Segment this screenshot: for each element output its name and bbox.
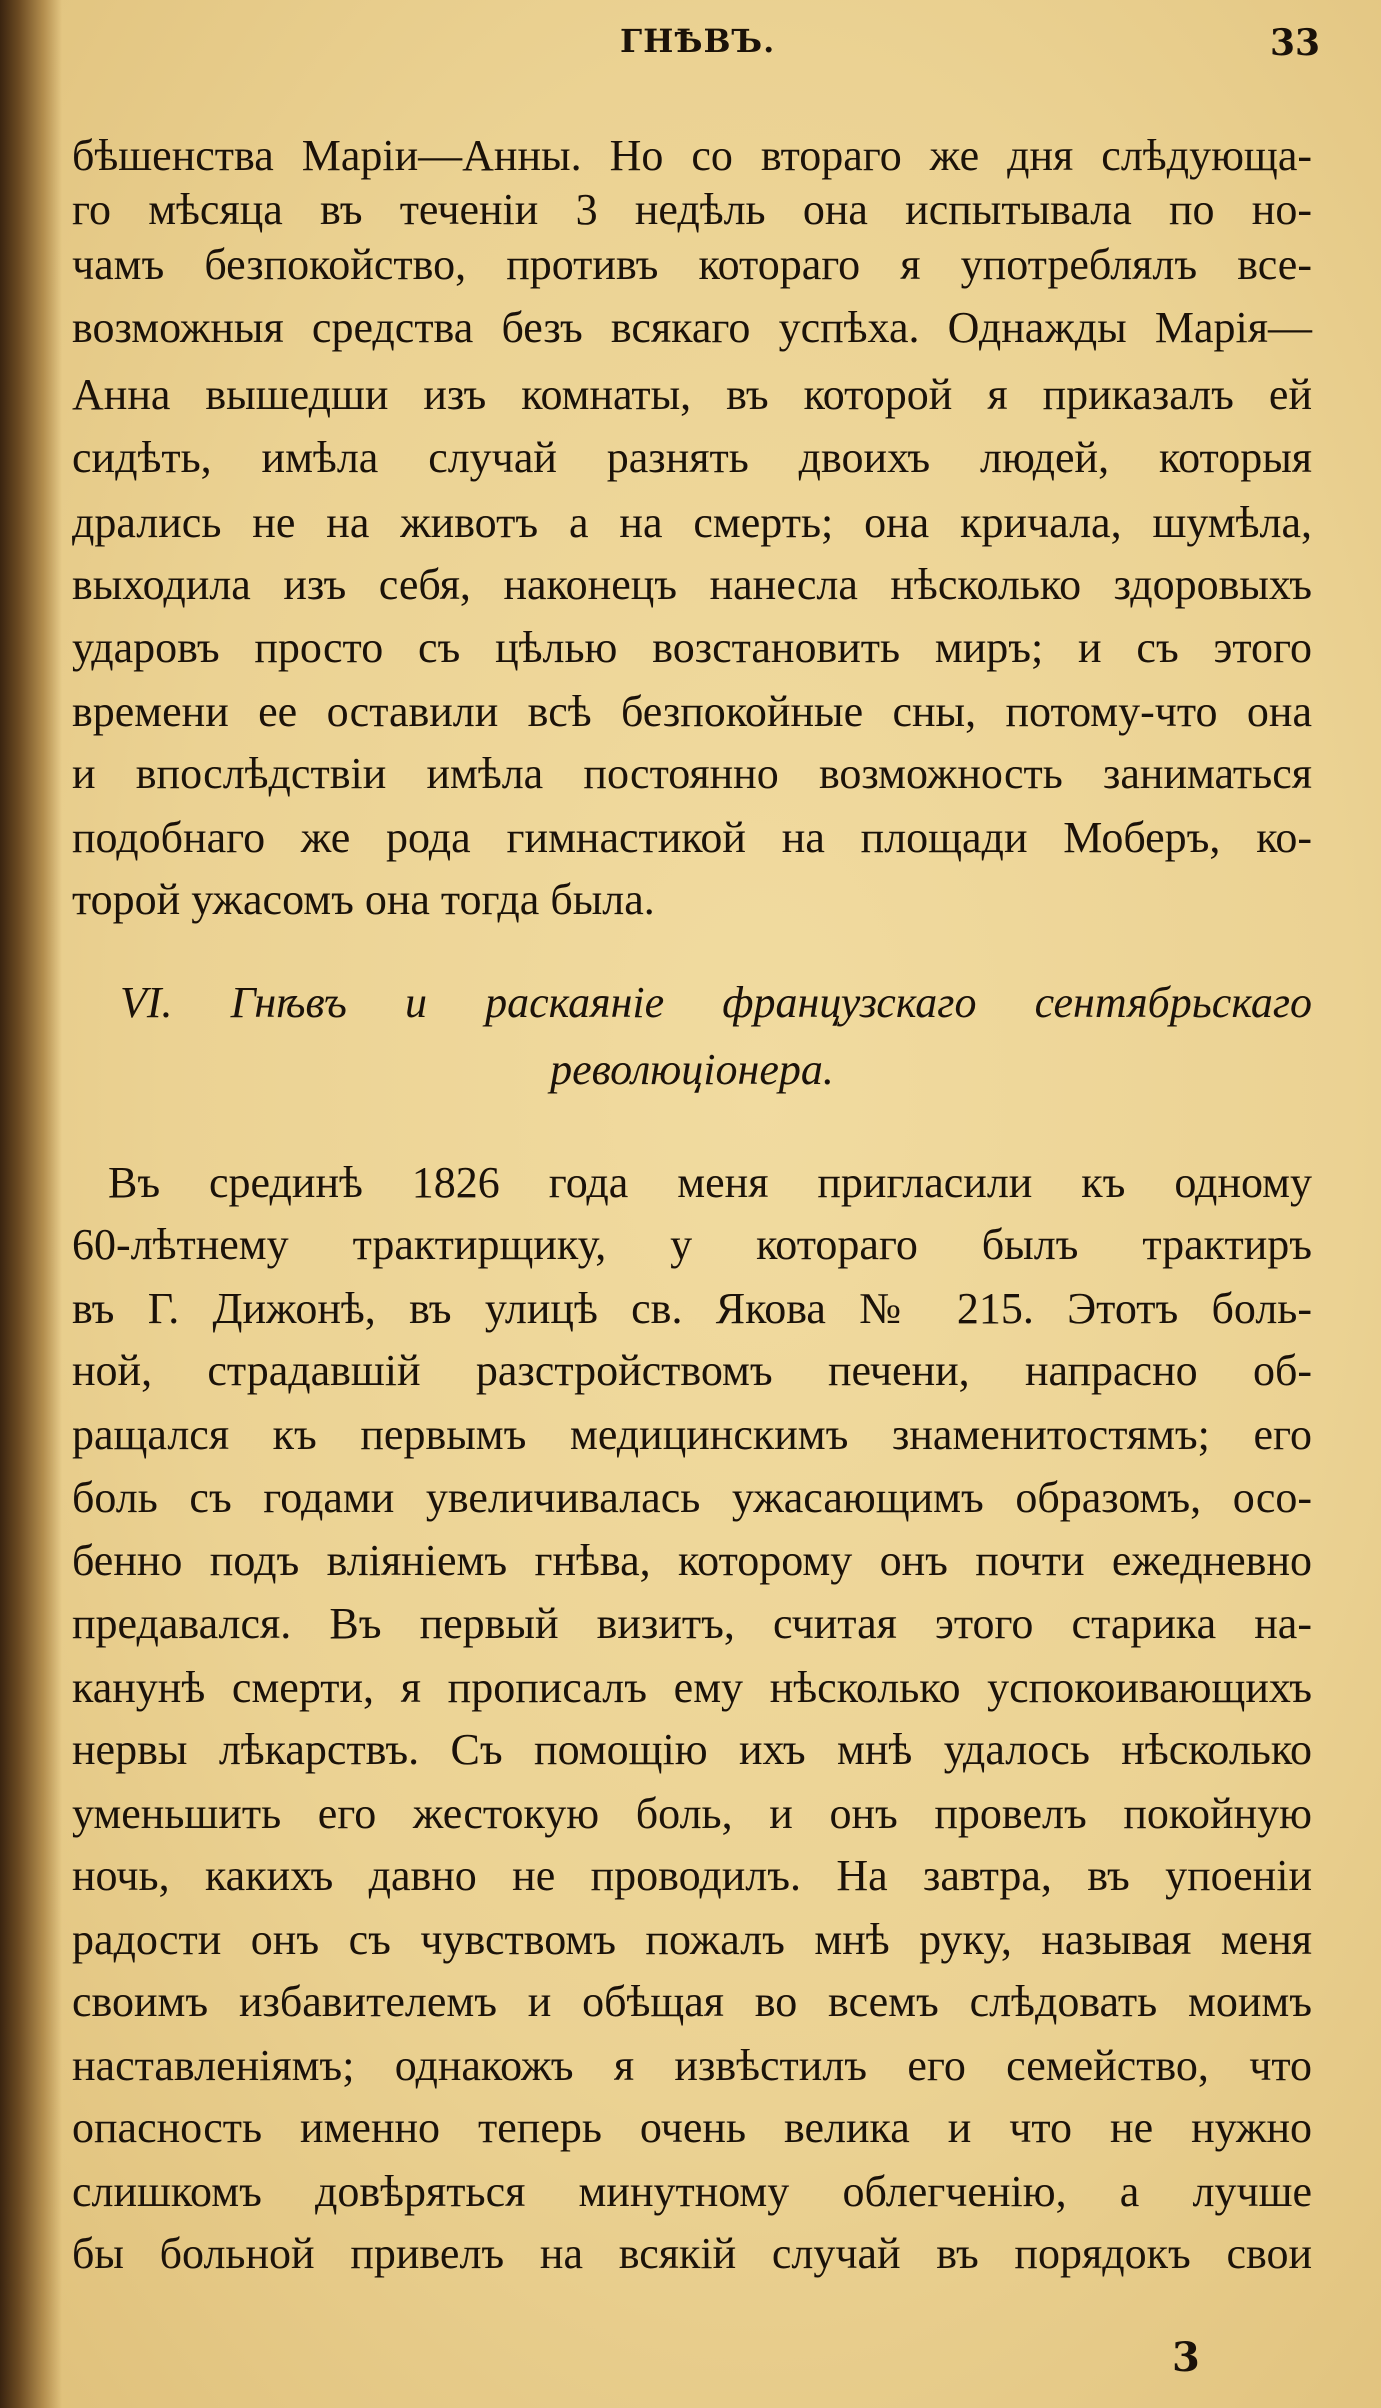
text-line: Анна вышедши изъ комнаты, въ которой я приказалъ ей: [72, 370, 1312, 419]
page-number: 33: [1270, 22, 1321, 64]
text-line: Въ срединѣ 1826 года меня пригласили къ одному: [108, 1158, 1312, 1207]
text-line: радости онъ съ чувствомъ пожалъ мнѣ руку, называя меня: [72, 1915, 1312, 1964]
section-heading-line-1: VI. Гнѣвъ и раскаяніе французскаго сентябрьскаго: [120, 978, 1312, 1027]
text-line: бенно подъ вліяніемъ гнѣва, которому онъ почти ежедневно: [72, 1536, 1312, 1585]
text-line: и впослѣдствіи имѣла постоянно возможность заниматься: [72, 749, 1312, 798]
signature-mark: 3: [1172, 2334, 1200, 2381]
text-line: уменьшить его жестокую боль, и онъ провелъ покойную: [72, 1789, 1312, 1838]
text-line: своимъ избавителемъ и обѣщая во всемъ слѣдовать моимъ: [72, 1977, 1312, 2026]
text-line: дрались не на животъ а на смерть; она кричала, шумѣла,: [72, 498, 1312, 547]
text-line: бѣшенства Маріи—Анны. Но со втораго же дня слѣдующа-: [72, 131, 1312, 180]
book-gutter-shadow: [0, 0, 62, 2408]
section-heading-line-2: революціонера.: [550, 1045, 834, 1094]
text-line: ращался къ первымъ медицинскимъ знаменитостямъ; его: [72, 1410, 1312, 1459]
page-header: [0, 22, 1381, 62]
text-line: чамъ безпокойство, противъ котораго я употреблялъ все-: [72, 240, 1312, 289]
text-line: возможныя средства безъ всякаго успѣха. Однажды Марія—: [72, 303, 1312, 352]
text-line: выходила изъ себя, наконецъ нанесла нѣсколько здоровыхъ: [72, 560, 1312, 609]
running-head: ГНѢВЪ.: [620, 22, 776, 60]
text-line: наставленіямъ; однакожъ я извѣстилъ его семейство, что: [72, 2041, 1312, 2090]
text-line: ударовъ просто съ цѣлью возстановить миръ; и съ этого: [72, 623, 1312, 672]
text-line: ной, страдавшій разстройствомъ печени, напрасно об-: [72, 1346, 1312, 1395]
text-line: предавался. Въ первый визитъ, считая этого старика на-: [72, 1599, 1312, 1648]
text-line: времени ее оставили всѣ безпокойные сны, потому-что она: [72, 687, 1312, 736]
text-line: въ Г. Дижонѣ, въ улицѣ св. Якова № 215. Этотъ боль-: [72, 1284, 1312, 1333]
text-line: сидѣть, имѣла случай разнять двоихъ людей, которыя: [72, 433, 1312, 482]
text-line: боль съ годами увеличивалась ужасающимъ образомъ, осо-: [72, 1473, 1312, 1522]
text-line: бы больной привелъ на всякій случай въ порядокъ свои: [72, 2229, 1312, 2278]
text-line: го мѣсяца въ теченіи 3 недѣль она испытывала по но-: [72, 185, 1312, 234]
text-line: торой ужасомъ она тогда была.: [72, 875, 655, 924]
text-line: нервы лѣкарствъ. Съ помощію ихъ мнѣ удалось нѣсколько: [72, 1725, 1312, 1774]
text-line: ночь, какихъ давно не проводилъ. На завтра, въ упоеніи: [72, 1851, 1312, 1900]
text-line: слишкомъ довѣряться минутному облегченію, а лучше: [72, 2167, 1312, 2216]
text-line: опасность именно теперь очень велика и что не нужно: [72, 2103, 1312, 2152]
text-line: подобнаго же рода гимнастикой на площади Моберъ, ко-: [72, 813, 1312, 862]
text-line: канунѣ смерти, я прописалъ ему нѣсколько успокоивающихъ: [72, 1663, 1312, 1712]
text-line: 60-лѣтнему трактирщику, у котораго былъ трактиръ: [72, 1220, 1312, 1269]
